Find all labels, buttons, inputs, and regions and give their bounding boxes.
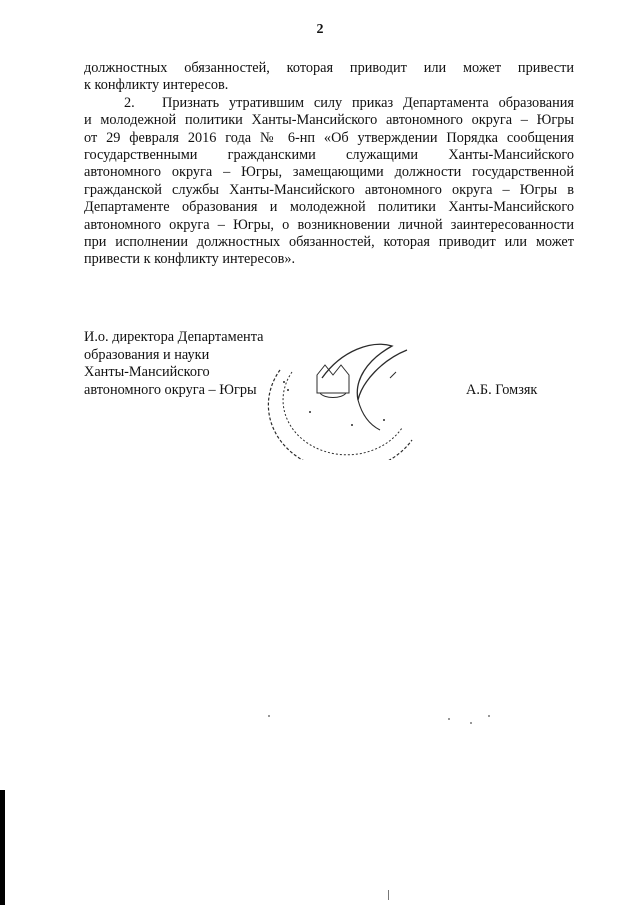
body-line: гражданской службы Ханты-Мансийского автономного округа – Югры в: [84, 181, 574, 198]
signer-name: А.Б. Гомзяк: [466, 382, 538, 398]
scan-speck: [268, 715, 270, 717]
body-line: к конфликту интересов.: [84, 77, 229, 94]
stamp-inner-arc: [283, 372, 402, 455]
body-line: Признать утратившим силу приказ Департамента образования: [162, 94, 574, 111]
body-line: Департаменте образования и молодежной политики Ханты-Мансийского: [84, 199, 574, 216]
signer-position: [84, 329, 263, 399]
scan-speck: [470, 722, 472, 724]
scan-speck: [488, 715, 490, 717]
scan-speck: [388, 890, 389, 900]
official-stamp-and-signature: [262, 320, 432, 460]
stamp-emblem: [317, 365, 349, 393]
item-number: 2.: [124, 94, 135, 111]
body-line: и молодежной политики Ханты-Мансийского автономного округа – Югры: [84, 112, 574, 129]
body-line: при исполнении должностных обязанностей, которая приводит или может: [84, 233, 574, 250]
signer-position-line: И.о. директора Департамента: [84, 329, 264, 345]
body-line: от 29 февраля 2016 года № 6-нп «Об утверждении Порядка сообщения: [84, 129, 574, 146]
scan-edge-bar: [0, 790, 5, 905]
scan-speck: [448, 718, 450, 720]
signer-position-line: образования и науки: [84, 346, 210, 363]
body-line: государственными гражданскими служащими Ханты-Мансийского: [84, 146, 574, 163]
document-body: [84, 60, 574, 269]
signer-position-line: Ханты-Мансийского: [84, 364, 210, 381]
numbered-paragraph-first-line: [84, 95, 574, 112]
body-line: должностных обязанностей, которая приводит или может привести: [84, 60, 574, 76]
stamp-outer-arc: [268, 370, 412, 460]
body-line: привести к конфликту интересов».: [84, 251, 296, 268]
body-line: автономного округа – Югры, о возникновении личной заинтересованности: [84, 216, 574, 233]
body-line: автономного округа – Югры, замещающими должности государственной: [84, 164, 574, 181]
signer-position-line: автономного округа – Югры: [84, 381, 257, 398]
page-number: 2: [316, 22, 324, 37]
